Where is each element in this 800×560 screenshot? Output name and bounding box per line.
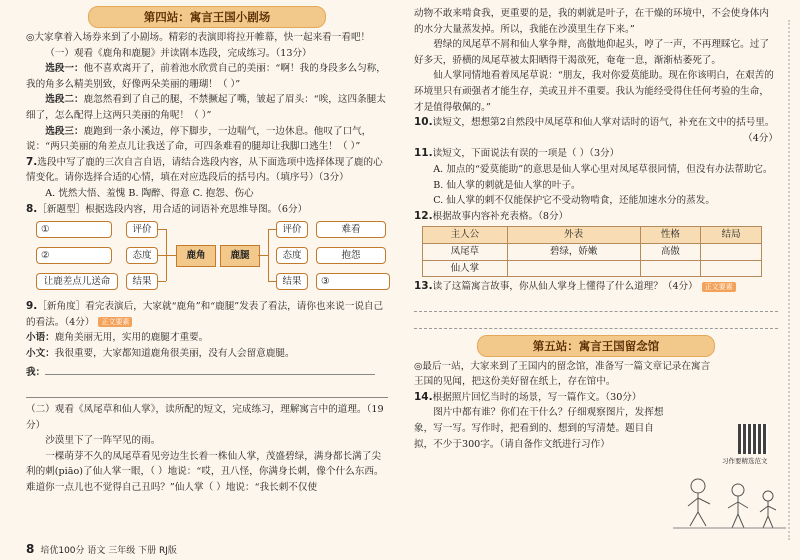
option-a[interactable]: A. 加点的“爱莫能助”的意思是仙人掌心里对凤尾草很同情，但没有办法帮助它。 — [433, 163, 773, 175]
story-para-2: 一棵萌芽不久的凤尾草看见旁边生长着一株仙人掌，茂盛碧绿，满身都长满了尖利的刺(piāo)了仙人掌一眼，（ ）地说：“哎，丑八怪，你满身长刺，像个什么东西。难道你一点儿也不觉得自己丑吗？”仙人掌（ ）地说：“我长刺不仅使 — [26, 450, 384, 494]
table-header: 外表 — [507, 227, 640, 244]
question-text: 根据照片回忆当时的场景，写一篇作文。（30分） — [432, 391, 642, 403]
mindmap-label: 评价 — [276, 221, 308, 238]
mindmap-label: 态度 — [126, 247, 158, 264]
opinion-1: 小语：鹿角美丽无用，实用的鹿腿才重要。 — [26, 332, 209, 344]
part2-title: （二）观看《凤尾草和仙人掌》，读所配的短文，完成练习，理解寓言中的道理。（19分） — [26, 404, 384, 431]
answer-line[interactable] — [414, 314, 778, 329]
mindmap-blank-3[interactable]: ③ — [316, 273, 390, 290]
question-text: 选段中写了鹿的三次自言自语，请结合选段内容，从下面选项中选择体现了鹿的心情变化。请你选择合适的心情，填在对应选段后的括号内。（填序号）（3分） — [26, 156, 383, 184]
story-para-1: 沙漠里下了一阵罕见的雨。 — [45, 435, 161, 447]
page-footer — [26, 542, 177, 556]
table-row — [423, 260, 762, 277]
q7-options: A. 恍然大悟、羞愧 B. 陶醉、得意 C. 抱怨、伤心 — [45, 187, 254, 199]
table-cell: 高傲 — [640, 243, 701, 260]
mindmap-left-item-3: 让鹿差点儿送命 — [36, 273, 118, 290]
mindmap-blank-1[interactable]: ① — [36, 221, 112, 238]
question-text: 根据选段内容，用合适的词语补充思维导图。（6分） — [85, 203, 308, 215]
question-10 — [414, 115, 778, 131]
mindmap-right-item: 抱怨 — [316, 247, 386, 264]
q10-score: （4分） — [743, 132, 778, 144]
question-number: 11. — [414, 147, 433, 160]
question-text: 读了这篇寓言故事，你从仙人掌身上懂得了什么道理？（4分） — [432, 281, 698, 293]
question-14 — [414, 390, 778, 406]
mindmap-right-item: 难看 — [316, 221, 386, 238]
segment-2 — [26, 92, 388, 123]
opinion-2: 小文：我很重要，大家都知道鹿角很美丽，没有人会留意鹿腿。 — [26, 347, 295, 359]
mindmap-label: 结果 — [276, 273, 308, 290]
question-8 — [26, 202, 388, 218]
answer-line[interactable] — [414, 297, 778, 312]
mindmap-label: 评价 — [126, 221, 158, 238]
question-tag: ［新角度］ — [37, 301, 86, 313]
badge: 正文要素 — [702, 282, 736, 292]
qr-caption: 习作要精选范文 — [722, 457, 768, 465]
badge: 正文要素 — [98, 317, 132, 327]
table-header: 性格 — [640, 227, 701, 244]
mindmap-label: 态度 — [276, 247, 308, 264]
question-tag: ［新题型］ — [37, 203, 86, 215]
table-cell-blank[interactable] — [640, 260, 701, 277]
story-cont-1: 动物不敢来啃食我，更重要的是，我的刺就是叶子，在干燥的环境中，不会使身体内的水分大量蒸发掉。所以，我能在沙漠里生存下来。” — [414, 8, 769, 35]
question-number: 9. — [26, 300, 38, 313]
table-header-row — [423, 227, 762, 244]
q14-body: 图片中都有谁？你们在干什么？仔细观察图片，发挥想象，写一写。写作时，把看到的、想到的写清楚。题目自拟，不少于300字。（请自备作文纸进行习作） — [414, 407, 664, 450]
table-cell-blank[interactable] — [507, 260, 640, 277]
question-12 — [414, 209, 778, 225]
table-cell-blank[interactable] — [701, 260, 762, 277]
table-header: 结局 — [701, 227, 762, 244]
question-text: 读短文，下面说法有误的一项是（ ）（3分） — [432, 148, 620, 160]
table-cell: 凤尾草 — [423, 243, 508, 260]
segment-label: 选段二： — [45, 94, 84, 106]
story-cont-3: 仙人掌同情地看着凤尾草说：“朋友，我对你爱莫能助。现在你该明白，在艰苦的环境里只有顽强者才能生存，美或丑并不重要。我认为能经受得住任何考验的生命，才是值得敬佩的。” — [414, 70, 774, 113]
station-5-banner: 第五站：寓言王国留念馆 — [477, 335, 715, 357]
page-number: 8 — [26, 542, 35, 556]
segment-3 — [26, 124, 388, 155]
question-number: 14. — [414, 390, 433, 403]
option-b[interactable]: B. 仙人掌的刺就是仙人掌的叶子。 — [433, 179, 581, 191]
question-number: 13. — [414, 280, 433, 293]
table-cell: 仙人掌 — [423, 260, 508, 277]
intro-text: ◎大家拿着入场券来到了小剧场。精彩的表演即将拉开帷幕，快一起来看一看吧！ — [26, 32, 371, 43]
table-cell-blank[interactable] — [701, 243, 762, 260]
option-c[interactable]: C. 仙人掌的刺不仅能保护它不受动物啃食，还能加速水分的蒸发。 — [433, 195, 715, 207]
question-7 — [26, 155, 388, 186]
question-9 — [26, 299, 388, 330]
segment-label: 选段三： — [45, 125, 84, 137]
question-number: 7. — [26, 155, 38, 168]
segment-text: 鹿忽然看到了自己的腿，不禁撅起了嘴，皱起了眉头：“唉，这四条腿太细了，怎么配得上这两只美丽的角呢！（ ）” — [26, 94, 386, 121]
mindmap-center-antlers: 鹿角 — [176, 245, 216, 267]
question-text: 看完表演后，大家就“鹿角”和“鹿腿”发表了看法，请你也来说一说自己的看法。（4分） — [26, 301, 384, 328]
answer-line[interactable] — [26, 382, 388, 398]
question-number: 8. — [26, 202, 38, 215]
station-4-banner: 第四站：寓言王国小剧场 — [88, 6, 326, 28]
question-number: 12. — [414, 209, 433, 222]
mindmap-center-legs: 鹿腿 — [220, 245, 260, 267]
kids-drawing-illustration — [668, 470, 788, 530]
mindmap-label: 结果 — [126, 273, 158, 290]
question-text: 根据故事内容补充表格。（8分） — [432, 210, 569, 222]
page-edge-decoration — [788, 20, 800, 540]
part1-title: （一）观看《鹿角和鹿腿》并读剧本选段，完成练习。（13分） — [45, 47, 312, 59]
question-text: 读短文，想想第2自然段中凤尾草和仙人掌对话时的语气，补充在文中的括号里。 — [432, 117, 775, 129]
mind-map — [26, 219, 388, 295]
segment-label: 选段一： — [45, 63, 84, 75]
segment-1 — [26, 61, 388, 92]
mindmap-blank-2[interactable]: ② — [36, 247, 112, 264]
question-13 — [414, 279, 778, 295]
question-11 — [414, 146, 778, 162]
footer-text: 培优100分 语文 三年级 下册 RJ版 — [40, 546, 177, 556]
question-number: 10. — [414, 116, 433, 129]
table-cell: 碧绿，娇嫩 — [507, 243, 640, 260]
segment-text: 鹿跑到一条小溪边，停下脚步，一边喘气，一边休息。他叹了口气，说：“两只美丽的角差点儿让我送了命，可四条难看的腿却让我脚口逃生！（ ）” — [26, 125, 372, 153]
segment-text: 他不喜欢离开了，前着池水欣赏自己的美丽：“啊！我的身段多么匀称，我的角多么精美别致，好像两朵美丽的珊瑚！（ ）” — [26, 63, 386, 90]
qr-code-icon[interactable] — [738, 424, 768, 454]
character-table — [422, 226, 762, 277]
table-row — [423, 243, 762, 260]
table-header: 主人公 — [423, 227, 508, 244]
opinion-me[interactable]: 我： — [26, 362, 388, 381]
story-cont-2: 碧绿的凤尾草不屑和仙人掌争辩，高傲地仰起头，哼了一声，不再理睬它。过了好多天，骄横的凤尾草被太阳晒得干渴欲死，奄奄一息，渐渐枯萎死了。 — [414, 39, 769, 66]
intro-5: ◎最后一站，大家来到了王国内的留念馆，准备写一篇文章记录在寓言王国的见闻，把这份美好留在纸上，存在馆中。 — [414, 360, 711, 388]
